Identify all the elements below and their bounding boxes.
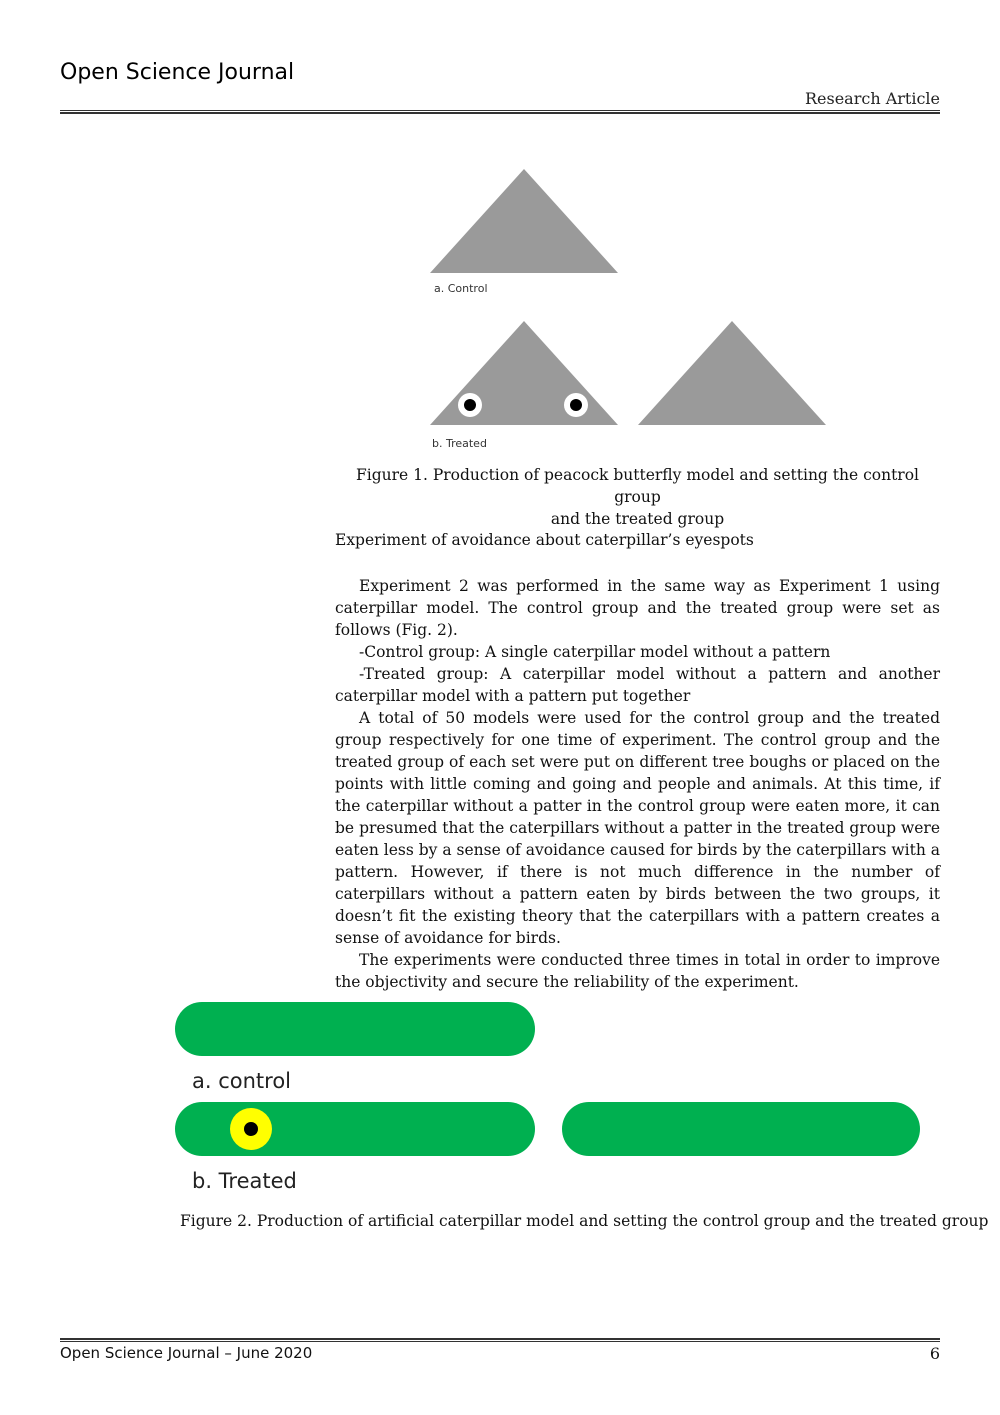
paragraph-5: The experiments were conducted three times in total in order to improve the objectivity and secure the reliability of the experiment. — [335, 951, 940, 991]
treated-caterpillar-model-patterned — [175, 1102, 535, 1156]
eyespot-pupil-right — [570, 399, 582, 411]
figure-2-caterpillar-models — [170, 995, 930, 1195]
body-text — [335, 575, 940, 993]
figure-1-label-control: a. Control — [434, 282, 488, 295]
article-type: Research Article — [804, 89, 940, 108]
paragraph-control-group: -Control group: A single caterpillar model without a pattern — [359, 643, 831, 661]
journal-title: Open Science Journal — [60, 60, 295, 85]
figure-2-caption: Figure 2. Production of artificial caterpillar model and setting the control group and the treated group — [180, 1212, 989, 1230]
figure-1-caption — [335, 464, 940, 530]
figure-2-label-control: a. control — [192, 1069, 292, 1093]
page-number: 6 — [929, 1344, 940, 1363]
figure-2-label-treated: b. Treated — [192, 1169, 297, 1193]
eyespot-pupil-left — [464, 399, 476, 411]
control-butterfly-model — [430, 169, 618, 273]
treated-butterfly-model-patterned — [430, 321, 618, 425]
figure-1-caption-line-1: Figure 1. Production of peacock butterfly model and setting the control group — [355, 466, 920, 506]
figure-1-caption-line-2: and the treated group — [550, 510, 725, 528]
treated-caterpillar-model-plain — [562, 1102, 920, 1156]
paragraph-treated-group: -Treated group: A caterpillar model without a pattern and another caterpillar model with a pattern put together — [335, 665, 940, 705]
treated-butterfly-model-plain — [638, 321, 826, 425]
section-subheading: Experiment of avoidance about caterpillar’s eyespots — [335, 531, 754, 549]
figure-1-label-treated: b. Treated — [432, 437, 487, 450]
paragraph-1: Experiment 2 was performed in the same way as Experiment 1 using caterpillar model. The control group and the treated group were set as follows (Fig. 2). — [335, 577, 940, 639]
header-rule — [60, 110, 940, 114]
figure-1-butterfly-models — [420, 165, 840, 455]
footer-rule — [60, 1338, 940, 1342]
control-caterpillar-model — [175, 1002, 535, 1056]
caterpillar-eyespot-pupil — [244, 1122, 258, 1136]
paragraph-4: A total of 50 models were used for the control group and the treated group respectively for one time of experiment. The control group and the treated group of each set were put on different tree boughs or placed on the points with little coming and going and people and animals. At this time, if the caterpillar without a patter in the control group were eaten more, it can be presumed that the caterpillars without a patter in the treated group were eaten less by a sense of avoidance caused for birds by the caterpillars with a pattern. However, if there is not much difference in the number of caterpillars without a pattern eaten by birds between the two groups, it doesn’t fit the existing theory that the caterpillars with a pattern creates a sense of avoidance for birds. — [335, 709, 940, 947]
footer-journal-date: Open Science Journal – June 2020 — [60, 1344, 313, 1362]
